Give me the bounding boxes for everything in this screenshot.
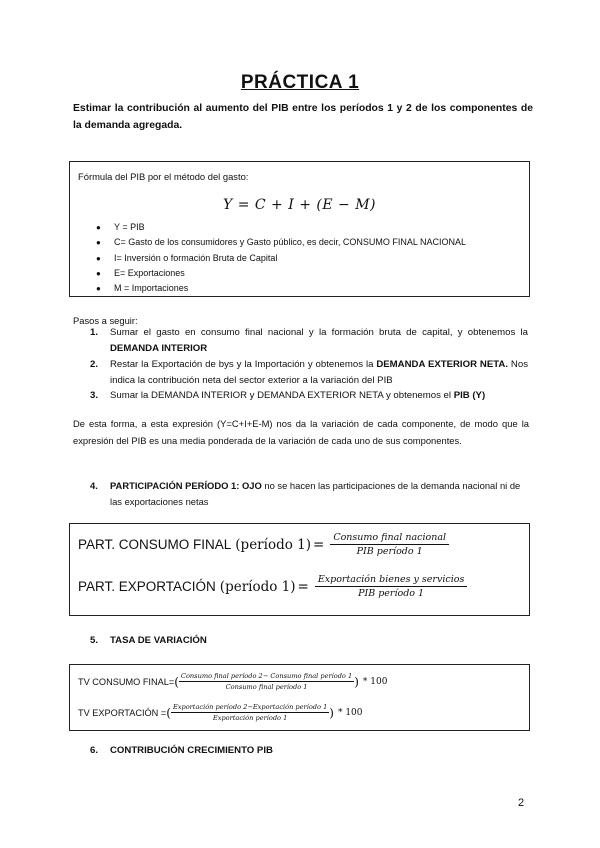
step-2: 2. Restar la Exportación de bys y la Importación y obtenemos la DEMANDA EXTERIOR NETA. Nos indica la contribución neta del sector exterior a la variación del PIB (90, 359, 528, 386)
bullet-icon: ● (96, 238, 101, 248)
page-number: 2 (518, 797, 525, 809)
section-6-heading: 6. CONTRIBUCIÓN CRECIMIENTO PIB (90, 745, 273, 756)
fraction: $\frac{\text{Exportación bienes y servicios}}{\text{PIB período 1}}$ (315, 574, 468, 599)
list-item: ● Y = PIB (96, 220, 466, 235)
bullet-icon: ● (96, 268, 101, 278)
section-4-heading: 4. PARTICIPACIÓN PERÍODO 1: OJO no se hacen las participaciones de la demanda nacional ni de las exportaciones netas (90, 480, 521, 507)
fraction: $\frac{\text{Exportación período 2−Exportación período 1}}{\text{Exportación período 1}}$ (172, 703, 328, 722)
list-item: ● M = Importaciones (96, 281, 466, 296)
bullet-icon: ● (96, 253, 101, 263)
step-3: 3. Sumar la DEMANDA INTERIOR y DEMANDA EXTERIOR NETA y obtenemos el PIB (Y) (90, 390, 486, 401)
formula-lead: Fórmula del PIB por el método del gasto: (78, 171, 249, 182)
formula-box-gasto (69, 161, 530, 297)
section-5-heading: 5. TASA DE VARIACIÓN (90, 635, 207, 646)
fraction: $\frac{\text{Consumo final período 2− Consumo final período 1}}{\text{Consumo final período 1}}$ (180, 672, 353, 691)
fraction: $\frac{\text{Consumo final nacional}}{\text{PIB período 1}}$ (330, 532, 449, 557)
part-exportacion-formula: PART. EXPORTACIÓN (período 1) = $\frac{\text{Exportación bienes y servicios}}{\text{PIB período 1}}$ (78, 574, 467, 599)
list-item: ● I= Inversión o formación Bruta de Capital (96, 251, 466, 266)
participation-formula-box (69, 523, 530, 616)
list-item: ● C= Gasto de los consumidores y Gasto público, es decir, CONSUMO FINAL NACIONAL (96, 235, 466, 250)
bullet-icon: ● (96, 284, 101, 294)
page-title: PRÁCTICA 1 (240, 72, 360, 93)
intro-text: Estimar la contribución al aumento del PIB entre los períodos 1 y 2 de los componentes de la demanda agregada. (73, 103, 533, 131)
part-consumo-formula: PART. CONSUMO FINAL (período 1) = $\frac{\text{Consumo final nacional}}{\text{PIB período 1}}$ (78, 532, 449, 557)
explanation-paragraph: De esta forma, a esta expresión (Y=C+I+E-M) nos da la variación de cada componente, de modo que la expresión del PIB es una media ponderada de la variación de cada uno de sus componentes. (73, 418, 529, 446)
growth-rate-formula-box (69, 664, 530, 731)
tv-consumo-formula: TV CONSUMO FINAL= ( $\frac{\text{Consumo final período 2− Consumo final período 1}}{\text{Consumo final período 1}}$ ) * 100 (78, 672, 388, 691)
tv-exportacion-formula: TV EXPORTACIÓN = ( $\frac{\text{Exportación período 2−Exportación período 1}}{\text{Exportación período 1}}$ ) * 100 (78, 703, 363, 722)
steps-lead: Pasos a seguir: (73, 315, 138, 326)
pib-formula: Y = C + I + (E − M) (223, 197, 376, 213)
step-1: 1. Sumar el gasto en consumo final nacional y la formación bruta de capital, y obtenemos la DEMANDA INTERIOR (90, 327, 528, 354)
component-list (96, 220, 466, 296)
list-item: ● E= Exportaciones (96, 266, 466, 281)
bullet-icon: ● (96, 223, 101, 232)
